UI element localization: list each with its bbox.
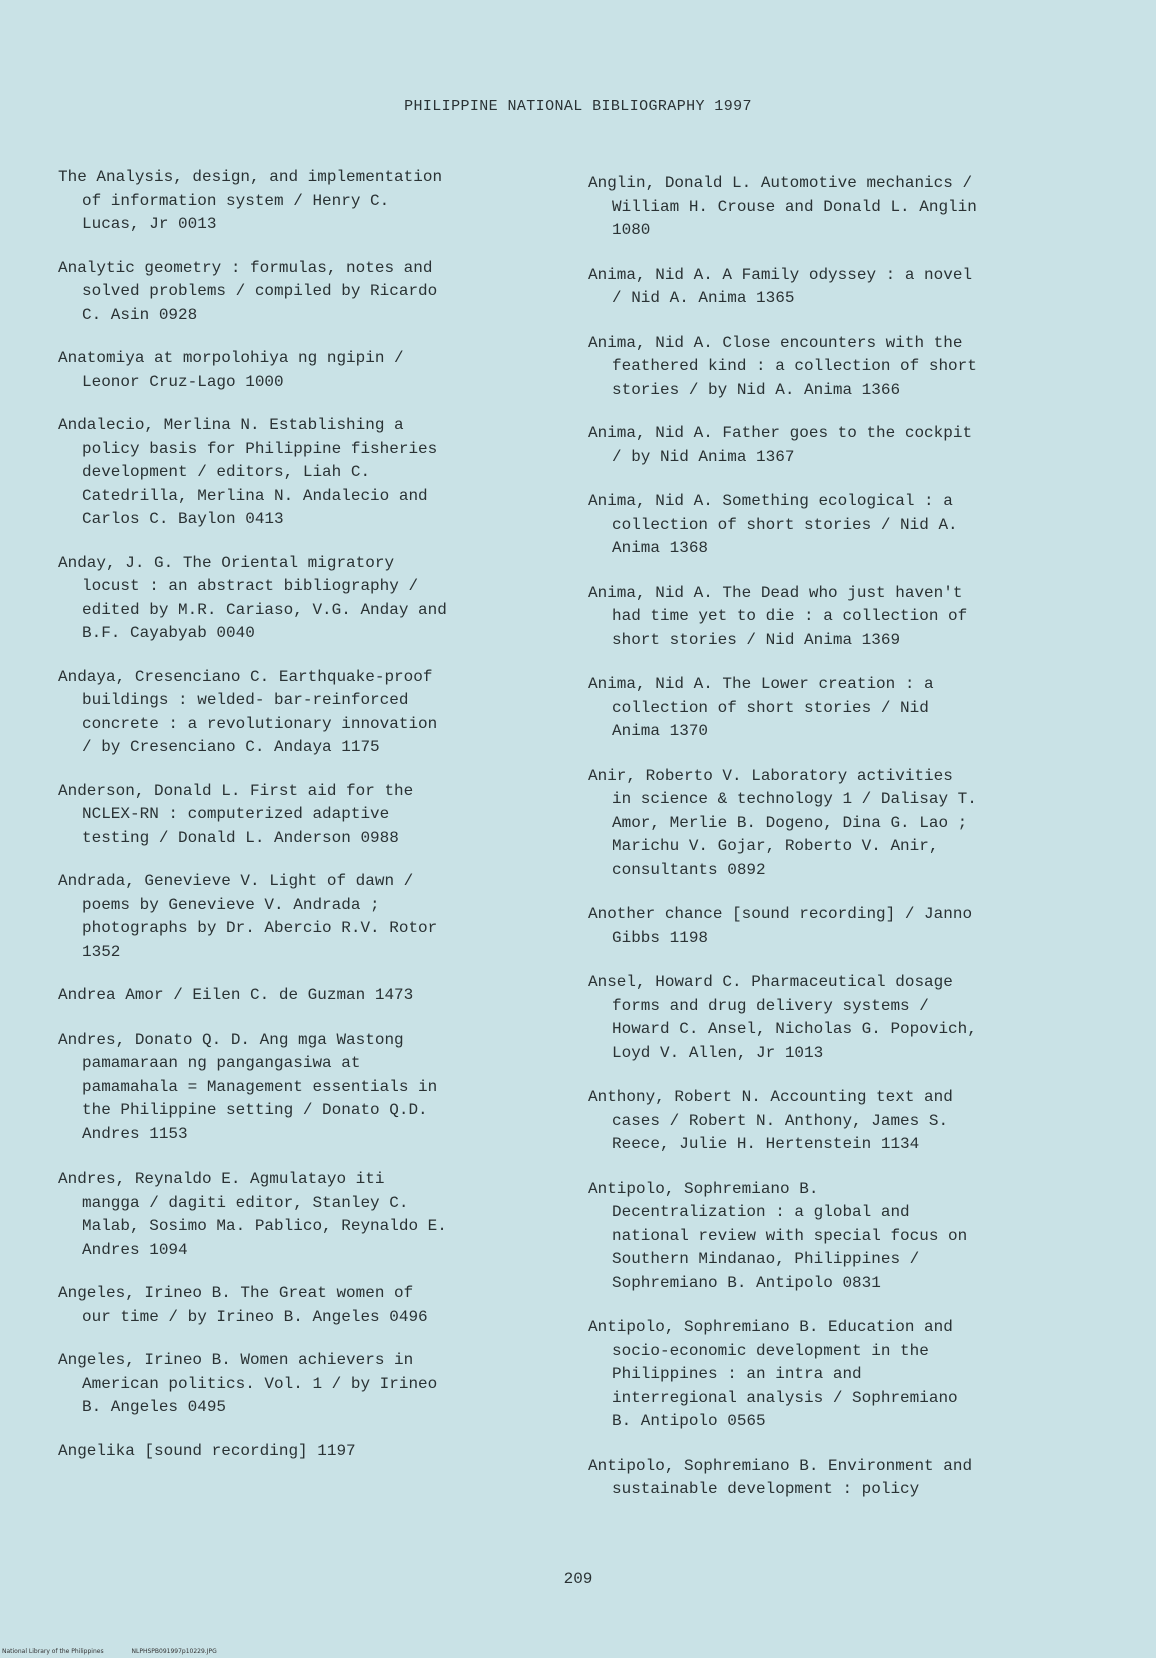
bibliography-entry [58, 552, 548, 646]
entry-line: Gibbs 1198 [612, 928, 709, 947]
entry-line: testing / Donald L. Anderson 0988 [82, 828, 399, 847]
bibliography-entry [588, 422, 1078, 469]
entry-line: William H. Crouse and Donald L. Anglin [612, 197, 977, 216]
entry-line: NCLEX-RN : computerized adaptive [82, 805, 390, 823]
bibliography-entry [588, 765, 1078, 883]
entry-line: C. Asin 0928 [82, 305, 198, 324]
entry-line: mangga / dagiti editor, Stanley C. [82, 1193, 409, 1212]
entry-line: Marichu V. Gojar, Roberto V. Anir, [612, 837, 939, 855]
entry-line: Lucas, Jr 0013 [82, 215, 217, 233]
entry-line: Andres 1094 [82, 1240, 188, 1259]
entry-line: Andres, Donato Q. D. Ang mga Wastong [58, 1030, 404, 1049]
bibliography-entry [58, 1029, 548, 1147]
entry-line: sustainable development : policy [612, 1480, 920, 1498]
entry-line: B. Angeles 0495 [82, 1398, 227, 1416]
scan-footer [2, 1648, 243, 1656]
entry-line: poems by Genevieve V. Andrada ; [82, 895, 380, 914]
entry-line: Howard C. Ansel, Nicholas G. Popovich, [612, 1020, 977, 1038]
entry-line: Leonor Cruz-Lago 1000 [82, 372, 284, 391]
entry-line: socio-economic development in the [612, 1341, 929, 1360]
bibliography-entry [58, 870, 548, 964]
bibliography-entry [58, 347, 548, 394]
entry-line: Catedrilla, Merlina N. Andalecio and [82, 486, 428, 505]
entry-line: photographs by Dr. Abercio R.V. Rotor [82, 919, 438, 937]
footer-file: NLPHSPB091997p10229.JPG [131, 1648, 217, 1655]
entry-line: Malab, Sosimo Ma. Pablico, Reynaldo E. [82, 1217, 447, 1235]
bibliography-entry [58, 1282, 548, 1329]
page-number: 209 [563, 1570, 593, 1588]
entry-line: had time yet to die : a collection of [612, 607, 968, 625]
entry-line: consultants 0892 [612, 860, 766, 879]
left-column [58, 166, 548, 1483]
bibliography-entry [588, 332, 1078, 403]
entry-line: Analytic geometry : formulas, notes and [58, 258, 433, 277]
entry-line: locust : an abstract bibliography / [82, 577, 419, 595]
entry-line: Andrea Amor / Eilen C. de Guzman 1473 [58, 986, 414, 1004]
bibliography-entry [58, 257, 548, 328]
entry-line: Andaya, Cresenciano C. Earthquake-proof [58, 667, 433, 686]
entry-line: Andrada, Genevieve V. Light of dawn / [58, 872, 414, 890]
entry-line: collection of short stories / Nid A. [612, 515, 958, 534]
bibliography-entry [58, 780, 548, 851]
bibliography-entry [588, 903, 1078, 950]
entry-line: Anima, Nid A. The Lower creation : a [588, 675, 934, 693]
bibliography-entry [58, 666, 548, 760]
entry-line: cases / Robert N. Anthony, James S. [612, 1111, 949, 1130]
bibliography-entry [588, 490, 1078, 561]
bibliography-entry [588, 1316, 1078, 1434]
bibliography-entry [588, 1455, 1078, 1502]
footer-library: National Library of the Philippines [2, 1648, 104, 1655]
entry-line: Andalecio, Merlina N. Establishing a [58, 416, 404, 434]
entry-line: Andres 1153 [82, 1124, 188, 1143]
entry-line: the Philippine setting / Donato Q.D. [82, 1101, 428, 1119]
entry-line: buildings : welded- bar-reinforced [82, 691, 409, 709]
entry-line: Anthony, Robert N. Accounting text and [588, 1088, 953, 1106]
right-column [588, 172, 1078, 1523]
bibliography-entry [588, 673, 1078, 744]
entry-line: pamamaraan ng pangangasiwa at [82, 1054, 361, 1072]
entry-line: The Analysis, design, and implementation [58, 168, 443, 186]
entry-line: Anir, Roberto V. Laboratory activities [588, 766, 953, 785]
entry-line: forms and drug delivery systems / [612, 996, 929, 1015]
entry-line: Loyd V. Allen, Jr 1013 [612, 1043, 824, 1062]
running-head: PHILIPPINE NATIONAL BIBLIOGRAPHY 1997 [404, 98, 752, 115]
entry-line: Antipolo, Sophremiano B. Environment and [588, 1456, 973, 1475]
entry-line: Angeles, Irineo B. The Great women of [58, 1284, 414, 1302]
bibliography-entry [58, 1168, 548, 1262]
entry-line: Anglin, Donald L. Automotive mechanics / [588, 174, 973, 192]
bibliography-entry [58, 1349, 548, 1420]
entry-line: / Nid A. Anima 1365 [612, 289, 795, 307]
entry-line: Philippines : an intra and [612, 1365, 862, 1383]
entry-line: Another chance [sound recording] / Janno [588, 905, 973, 923]
entry-line: 1080 [612, 221, 651, 239]
entry-line: interregional analysis / Sophremiano [612, 1388, 958, 1407]
bibliography-entry [58, 414, 548, 532]
entry-line: feathered kind : a collection of short [612, 357, 977, 375]
bibliography-entry [588, 971, 1078, 1065]
entry-line: Andres, Reynaldo E. Agmulatayo iti [58, 1170, 385, 1188]
entry-line: Anatomiya at morpolohiya ng ngipin / [58, 349, 404, 367]
entry-line: Angelika [sound recording] 1197 [58, 1441, 356, 1460]
bibliography-entry [588, 1178, 1078, 1296]
bibliography-entry [588, 582, 1078, 653]
entry-line: Anima, Nid A. The Dead who just haven't [588, 583, 963, 602]
entry-line: B. Antipolo 0565 [612, 1412, 766, 1430]
entry-line: Anima, Nid A. Father goes to the cockpit [588, 424, 973, 442]
entry-line: Anima, Nid A. Close encounters with the [588, 333, 963, 352]
entry-line: policy basis for Philippine fisheries [82, 439, 438, 458]
entry-line: Sophremiano B. Antipolo 0831 [612, 1273, 881, 1292]
entry-line: Decentralization : a global and [612, 1203, 910, 1221]
entry-line: concrete : a revolutionary innovation [82, 714, 438, 733]
entry-line: Reece, Julie H. Hertenstein 1134 [612, 1135, 920, 1153]
entry-line: Ansel, Howard C. Pharmaceutical dosage [588, 973, 953, 991]
entry-line: Anima, Nid A. A Family odyssey : a novel [588, 265, 973, 284]
entry-line: development / editors, Liah C. [82, 463, 371, 481]
entry-line: B.F. Cayabyab 0040 [82, 624, 255, 642]
entry-line: Anima 1370 [612, 722, 709, 740]
entry-line: national review with special focus on [612, 1226, 968, 1245]
entry-line: / by Cresenciano C. Andaya 1175 [82, 738, 380, 756]
entry-line: Amor, Merlie B. Dogeno, Dina G. Lao ; [612, 813, 968, 832]
entry-line: of information system / Henry C. [82, 191, 390, 210]
entry-line: Southern Mindanao, Philippines / [612, 1250, 920, 1268]
entry-line: our time / by Irineo B. Angeles 0496 [82, 1307, 428, 1326]
entry-line: solved problems / compiled by Ricardo [82, 282, 438, 300]
entry-line: Anima 1368 [612, 539, 709, 557]
bibliography-entry [58, 1440, 548, 1464]
entry-line: Antipolo, Sophremiano B. Education and [588, 1318, 953, 1336]
entry-line: American politics. Vol. 1 / by Irineo [82, 1374, 438, 1393]
entry-line: / by Nid Anima 1367 [612, 447, 795, 466]
entry-line: short stories / Nid Anima 1369 [612, 630, 901, 649]
entry-line: pamamahala = Management essentials in [82, 1077, 438, 1096]
bibliography-entry [588, 1086, 1078, 1157]
entry-line: Anday, J. G. The Oriental migratory [58, 553, 395, 572]
entry-line: Anima, Nid A. Something ecological : a [588, 492, 953, 510]
entry-line: Carlos C. Baylon 0413 [82, 510, 284, 528]
entry-line: Angeles, Irineo B. Women achievers in [58, 1351, 414, 1369]
bibliography-entry [58, 166, 548, 237]
bibliography-entry [588, 264, 1078, 311]
entry-line: collection of short stories / Nid [612, 698, 929, 717]
entry-line: Anderson, Donald L. First aid for the [58, 781, 414, 800]
entry-line: 1352 [82, 942, 121, 961]
entry-line: edited by M.R. Cariaso, V.G. Anday and [82, 600, 447, 619]
entry-line: stories / by Nid A. Anima 1366 [612, 380, 901, 399]
entry-line: Antipolo, Sophremiano B. [588, 1179, 819, 1198]
entry-line: in science & technology 1 / Dalisay T. [612, 790, 977, 808]
bibliography-entry [58, 984, 548, 1008]
bibliography-entry [588, 172, 1078, 243]
